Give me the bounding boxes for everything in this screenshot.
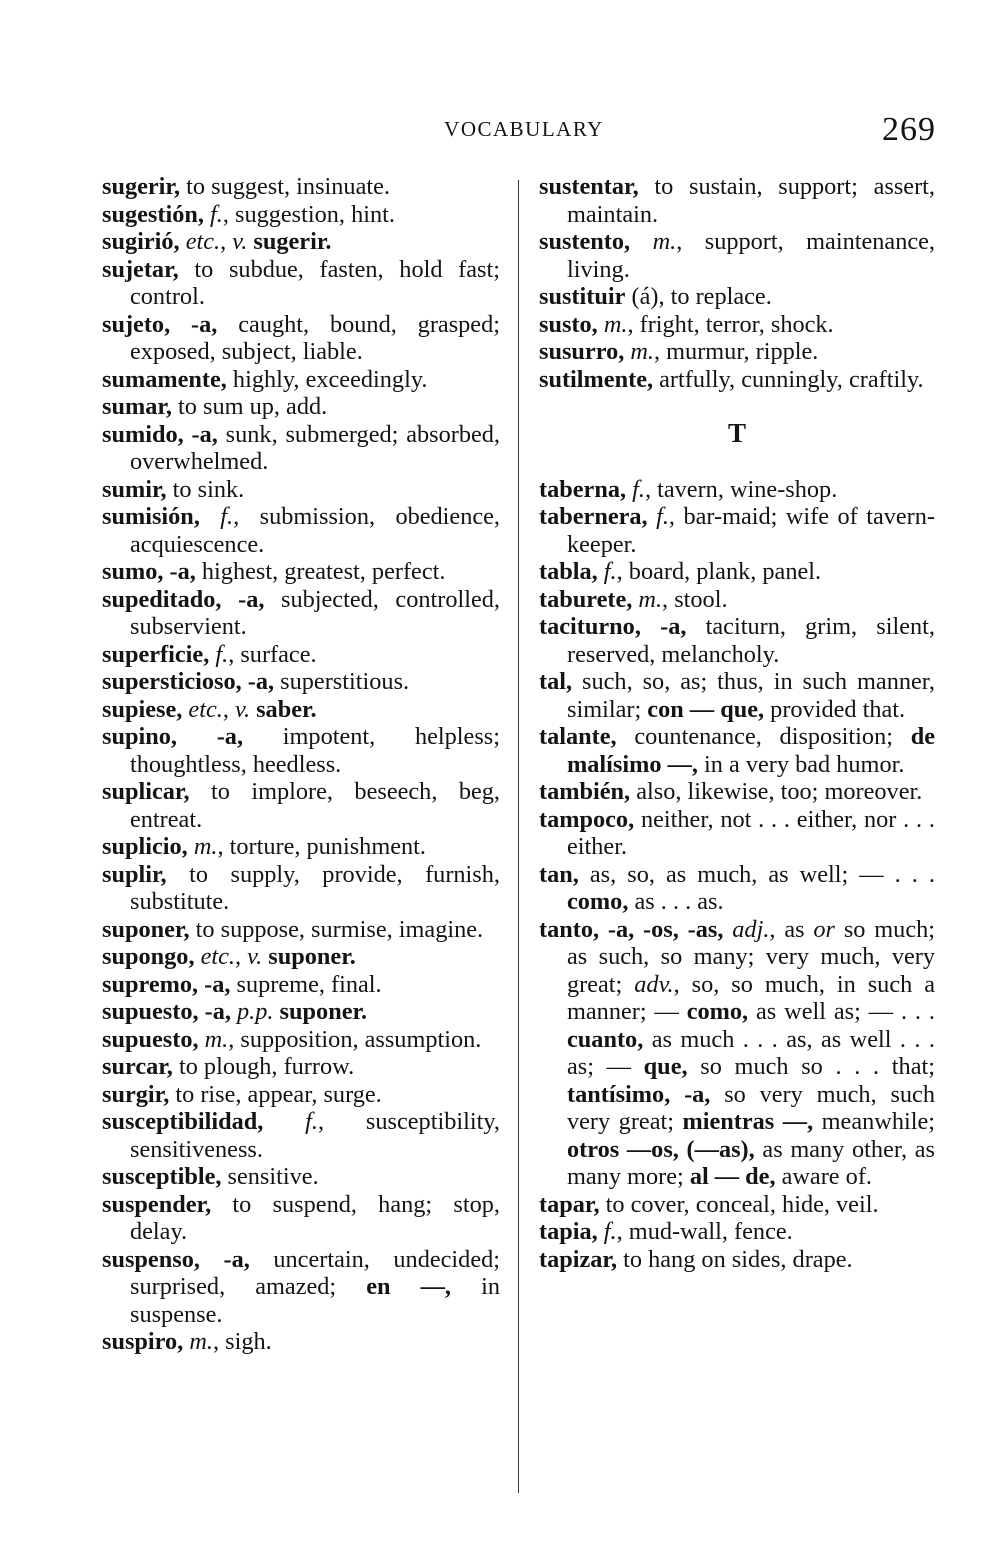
definition-text: , suggestion, hint.	[222, 200, 395, 228]
headword: sumir,	[102, 475, 167, 503]
dictionary-entry	[102, 943, 500, 971]
headword: tabernera,	[539, 503, 648, 530]
bold-phrase: de malísimo —,	[567, 723, 935, 778]
definition-text: as much . . . as, as well . . . as; —	[567, 1025, 935, 1080]
grammar-abbrev: etc.	[182, 695, 223, 723]
headword: sugestión,	[102, 200, 204, 228]
bold-phrase: como,	[686, 998, 749, 1025]
headword: tapia,	[539, 1218, 598, 1245]
headword: suponer,	[102, 915, 190, 943]
dictionary-entry	[102, 476, 500, 504]
definition-text: highest, greatest, perfect.	[195, 558, 446, 585]
bold-phrase: suponer.	[273, 998, 368, 1025]
grammar-abbrev: f.	[199, 503, 234, 530]
headword: sujetar,	[102, 255, 179, 283]
dictionary-entry	[539, 806, 935, 861]
bold-phrase: -a,	[199, 1245, 250, 1273]
bold-phrase: -a,	[241, 668, 275, 695]
dictionary-entry	[102, 503, 500, 558]
running-title: VOCABULARY	[444, 117, 604, 141]
definition-text: countenance, disposition;	[616, 723, 893, 750]
definition-text: , as	[769, 915, 814, 943]
dictionary-entry	[539, 558, 935, 586]
definition-text: artfully, cunningly, craftily.	[653, 365, 924, 393]
headword: sumar,	[102, 393, 172, 420]
definition-text: so very much, such very great;	[567, 1080, 935, 1135]
headword: sustentar,	[539, 173, 639, 200]
grammar-abbrev: f.	[597, 558, 617, 585]
bold-phrase: como,	[567, 888, 629, 915]
definition-text: , tavern, wine-shop.	[644, 475, 838, 503]
headword: sumisión,	[102, 503, 200, 530]
definition-text: to implore, beseech, beg, entreat.	[130, 778, 500, 833]
headword: sumido,	[102, 420, 184, 448]
definition-text: caught, bound, grasped; exposed, subject, liable.	[130, 310, 500, 365]
grammar-abbrev: m.	[597, 310, 628, 338]
headword: talante,	[539, 723, 617, 750]
dictionary-entry	[102, 833, 500, 861]
dictionary-entry	[539, 338, 935, 366]
dictionary-entry	[102, 558, 500, 586]
headword: suspender,	[102, 1190, 212, 1218]
definition-text: to sink.	[166, 475, 245, 503]
dictionary-entry	[102, 971, 500, 999]
dictionary-entry	[102, 586, 500, 641]
dictionary-entry	[102, 668, 500, 696]
headword: sutilmente,	[539, 365, 654, 393]
definition-text: to hang on sides, drape.	[617, 1245, 853, 1273]
definition-text: impotent, helpless; thoughtless, heedless.	[130, 723, 500, 778]
definition-text: as, so, as much, as well; — . . .	[578, 860, 935, 888]
definition-text: such, so, as; thus, in such manner, similar;	[567, 668, 935, 723]
headword: surgir,	[102, 1080, 170, 1108]
dictionary-entry	[539, 503, 935, 558]
bold-phrase: con — que,	[641, 695, 765, 723]
bold-phrase: tantísimo, -a,	[567, 1080, 711, 1108]
bold-phrase: sugerir.	[247, 228, 332, 255]
definition-text: in suspense.	[130, 1273, 500, 1328]
definition-text: to plough, furrow.	[172, 1053, 355, 1080]
dictionary-entry	[102, 696, 500, 724]
grammar-abbrev: adv.	[634, 970, 674, 998]
definition-text: subjected, controlled, subservient.	[130, 585, 500, 640]
grammar-abbrev: m.	[624, 338, 654, 365]
grammar-abbrev: f.	[209, 640, 229, 668]
definition-text: as many other, as many more;	[567, 1135, 935, 1190]
definition-text: , submission, obedience, acquiescence.	[130, 503, 500, 558]
definition-text: to suspend, hang; stop, delay.	[130, 1190, 500, 1245]
grammar-abbrev: f.	[263, 1108, 319, 1135]
headword: susceptibilidad,	[102, 1108, 264, 1135]
definition-text: , support, maintenance, living.	[567, 228, 935, 283]
definition-text: to suppose, surmise, imagine.	[189, 915, 484, 943]
dictionary-entry	[539, 1191, 935, 1219]
headword: tapar,	[539, 1190, 600, 1218]
headword: suspiro,	[102, 1328, 184, 1355]
dictionary-entry	[539, 723, 935, 778]
definition-text: aware of.	[775, 1163, 872, 1190]
headword: sumamente,	[102, 365, 227, 393]
definition-text: uncertain, undecided; surprised, amazed;	[130, 1245, 500, 1300]
right-column-t-entries	[539, 476, 935, 1274]
headword: superficie,	[102, 640, 210, 668]
bold-phrase: -a,	[163, 558, 196, 585]
headword: suplicar,	[102, 778, 190, 805]
definition-text: ,	[222, 695, 235, 723]
headword: también,	[539, 778, 631, 805]
grammar-abbrev: f.	[647, 503, 669, 530]
dictionary-entry	[102, 201, 500, 229]
bold-phrase: mientras —,	[682, 1108, 814, 1135]
grammar-abbrev: etc.	[194, 943, 235, 970]
definition-text: to suggest, insinuate.	[180, 173, 390, 200]
bold-phrase: -a, -os, -as,	[599, 915, 724, 943]
definition-text: ,	[234, 943, 248, 970]
definition-text: , supposition, assumption.	[228, 1025, 482, 1053]
bold-phrase: suponer.	[262, 943, 356, 970]
dictionary-entry	[539, 311, 935, 339]
headword: taburete,	[539, 585, 633, 613]
dictionary-entry	[539, 173, 935, 228]
definition-text: provided that.	[764, 695, 906, 723]
headword: supuesto,	[102, 1025, 199, 1053]
dictionary-entry	[102, 1328, 500, 1356]
definition-text: to rise, appear, surge.	[169, 1080, 382, 1108]
grammar-abbrev: p.p.	[230, 998, 274, 1025]
dictionary-entry	[539, 916, 935, 1191]
headword: taberna,	[539, 475, 627, 503]
definition-text: to subdue, fasten, hold fast; control.	[130, 255, 500, 310]
grammar-abbrev: v.	[232, 228, 248, 255]
dictionary-entry	[539, 228, 935, 283]
bold-phrase: saber.	[250, 695, 317, 723]
dictionary-entry	[539, 778, 935, 806]
dictionary-entry	[102, 228, 500, 256]
dictionary-entry	[539, 283, 935, 311]
page-number: 269	[882, 111, 936, 148]
section-letter: T	[727, 418, 746, 448]
headword: sugerir,	[102, 173, 181, 200]
column-divider	[518, 180, 519, 1493]
headword: susceptible,	[102, 1163, 222, 1190]
dictionary-entry	[102, 1053, 500, 1081]
headword: tan,	[539, 860, 579, 888]
definition-text: to sum up, add.	[171, 393, 328, 420]
definition-text: , mud-wall, fence.	[616, 1218, 793, 1245]
bold-phrase: cuanto,	[567, 1025, 644, 1053]
grammar-abbrev: or	[813, 915, 835, 943]
dictionary-entry	[102, 723, 500, 778]
dictionary-entry	[102, 1246, 500, 1329]
dictionary-entry	[102, 366, 500, 394]
dictionary-entry	[102, 916, 500, 944]
dictionary-entry	[102, 1191, 500, 1246]
right-column-s-entries	[539, 173, 935, 393]
headword: tanto,	[539, 915, 600, 943]
grammar-abbrev: m.	[187, 833, 218, 860]
definition-text: in a very bad humor.	[697, 750, 905, 778]
headword: tapizar,	[539, 1245, 618, 1273]
headword: supremo,	[102, 970, 199, 998]
bold-phrase: -a,	[198, 970, 231, 998]
definition-text: ,	[220, 228, 233, 255]
right-column	[539, 173, 935, 1273]
dictionary-entry	[539, 476, 935, 504]
dictionary-entry	[102, 861, 500, 916]
headword: supongo,	[102, 943, 195, 970]
definition-text: , stool.	[662, 585, 728, 613]
headword: supiese,	[102, 695, 183, 723]
headword: suplir,	[102, 860, 167, 888]
grammar-abbrev: f.	[597, 1218, 617, 1245]
bold-phrase: -a,	[198, 998, 231, 1025]
definition-text: so much; as such, so many; very much, very great;	[567, 915, 936, 998]
definition-text: highly, exceedingly.	[226, 365, 428, 393]
definition-text: , murmur, ripple.	[654, 338, 819, 365]
headword: sumo,	[102, 558, 164, 585]
headword: supeditado,	[102, 585, 222, 613]
definition-text: , fright, terror, shock.	[627, 310, 834, 338]
grammar-abbrev: v.	[247, 943, 263, 970]
headword: sujeto,	[102, 310, 171, 338]
dictionary-entry	[102, 393, 500, 421]
headword: supino,	[102, 723, 177, 750]
definition-text: also, likewise, too; moreover.	[630, 778, 923, 805]
definition-text: superstitious.	[274, 668, 410, 695]
headword: taciturno,	[539, 613, 641, 640]
dictionary-entry	[102, 998, 500, 1026]
bold-phrase: en —,	[336, 1273, 452, 1300]
dictionary-entry	[539, 586, 935, 614]
headword: tabla,	[539, 558, 598, 585]
bold-phrase: -a,	[640, 613, 687, 640]
headword: suplicio,	[102, 833, 188, 860]
dictionary-entry	[102, 1081, 500, 1109]
definition-text: , torture, punishment.	[217, 833, 426, 860]
grammar-abbrev: etc.	[179, 228, 221, 255]
bold-phrase: -a,	[183, 420, 218, 448]
grammar-abbrev: v.	[234, 695, 251, 723]
dictionary-entry	[102, 1026, 500, 1054]
dictionary-entry	[539, 1246, 935, 1274]
headword: sustituir	[539, 283, 626, 310]
running-header	[0, 111, 1000, 148]
definition-text: so much so . . . that;	[687, 1053, 935, 1080]
definition-text: , sigh.	[212, 1328, 272, 1355]
definition-text: sensitive.	[221, 1163, 319, 1190]
grammar-abbrev: adj.	[723, 915, 770, 943]
definition-text: meanwhile;	[813, 1108, 936, 1135]
dictionary-entry	[102, 256, 500, 311]
headword: tal,	[539, 668, 573, 695]
definition-text: as well as; — . . .	[748, 998, 935, 1025]
grammar-abbrev: m.	[632, 585, 663, 613]
dictionary-entry	[539, 668, 935, 723]
left-column	[102, 173, 500, 1356]
bold-phrase: que,	[643, 1053, 688, 1080]
definition-text: taciturn, grim, silent, reserved, melancholy.	[567, 613, 936, 668]
headword: supuesto,	[102, 998, 199, 1025]
grammar-abbrev: m.	[630, 228, 677, 255]
definition-text: neither, not . . . either, nor . . . either.	[567, 805, 935, 860]
dictionary-entry	[539, 1218, 935, 1246]
definition-text: sunk, submerged; absorbed, overwhelmed.	[130, 420, 500, 475]
headword: surcar,	[102, 1053, 173, 1080]
headword: sustento,	[539, 228, 631, 255]
definition-text: to cover, conceal, hide, veil.	[599, 1190, 879, 1218]
headword: tampoco,	[539, 805, 635, 833]
dictionary-entry	[102, 173, 500, 201]
grammar-abbrev: m.	[183, 1328, 213, 1355]
definition-text: supreme, final.	[230, 970, 382, 998]
headword: suspenso,	[102, 1245, 200, 1273]
definition-text: to supply, provide, furnish, substitute.	[130, 860, 500, 915]
bold-phrase: -a,	[170, 310, 218, 338]
grammar-abbrev: m.	[198, 1025, 229, 1053]
bold-phrase: -a,	[221, 585, 265, 613]
definition-text: , surface.	[228, 640, 317, 668]
dictionary-entry	[539, 366, 935, 394]
definition-text: , bar-maid; wife of tavern-keeper.	[567, 503, 936, 558]
bold-phrase: al — de,	[689, 1163, 776, 1190]
grammar-abbrev: f.	[626, 475, 645, 503]
grammar-abbrev: f.	[203, 200, 223, 228]
dictionary-entry	[102, 1108, 500, 1163]
definition-text: , so, so much, in such a manner; —	[567, 970, 935, 1025]
dictionary-entry	[102, 1163, 500, 1191]
dictionary-entry	[102, 421, 500, 476]
bold-phrase: -a,	[176, 723, 244, 750]
headword: susurro,	[539, 338, 625, 365]
dictionary-entry	[102, 311, 500, 366]
bold-phrase: otros —os, (—as),	[567, 1135, 755, 1163]
headword: sugirió,	[102, 228, 180, 255]
headword: susto,	[539, 310, 598, 338]
definition-text: to sustain, support; assert, maintain.	[567, 173, 935, 228]
definition-text: , susceptibility, sensitiveness.	[130, 1108, 500, 1163]
definition-text: as . . . as.	[628, 888, 724, 915]
headword: supersticioso,	[102, 668, 242, 695]
dictionary-entry	[539, 861, 935, 916]
dictionary-entry	[102, 778, 500, 833]
dictionary-entry	[539, 613, 935, 668]
definition-text: , board, plank, panel.	[616, 558, 822, 585]
dictionary-entry	[102, 641, 500, 669]
definition-text: (á), to replace.	[625, 283, 772, 310]
